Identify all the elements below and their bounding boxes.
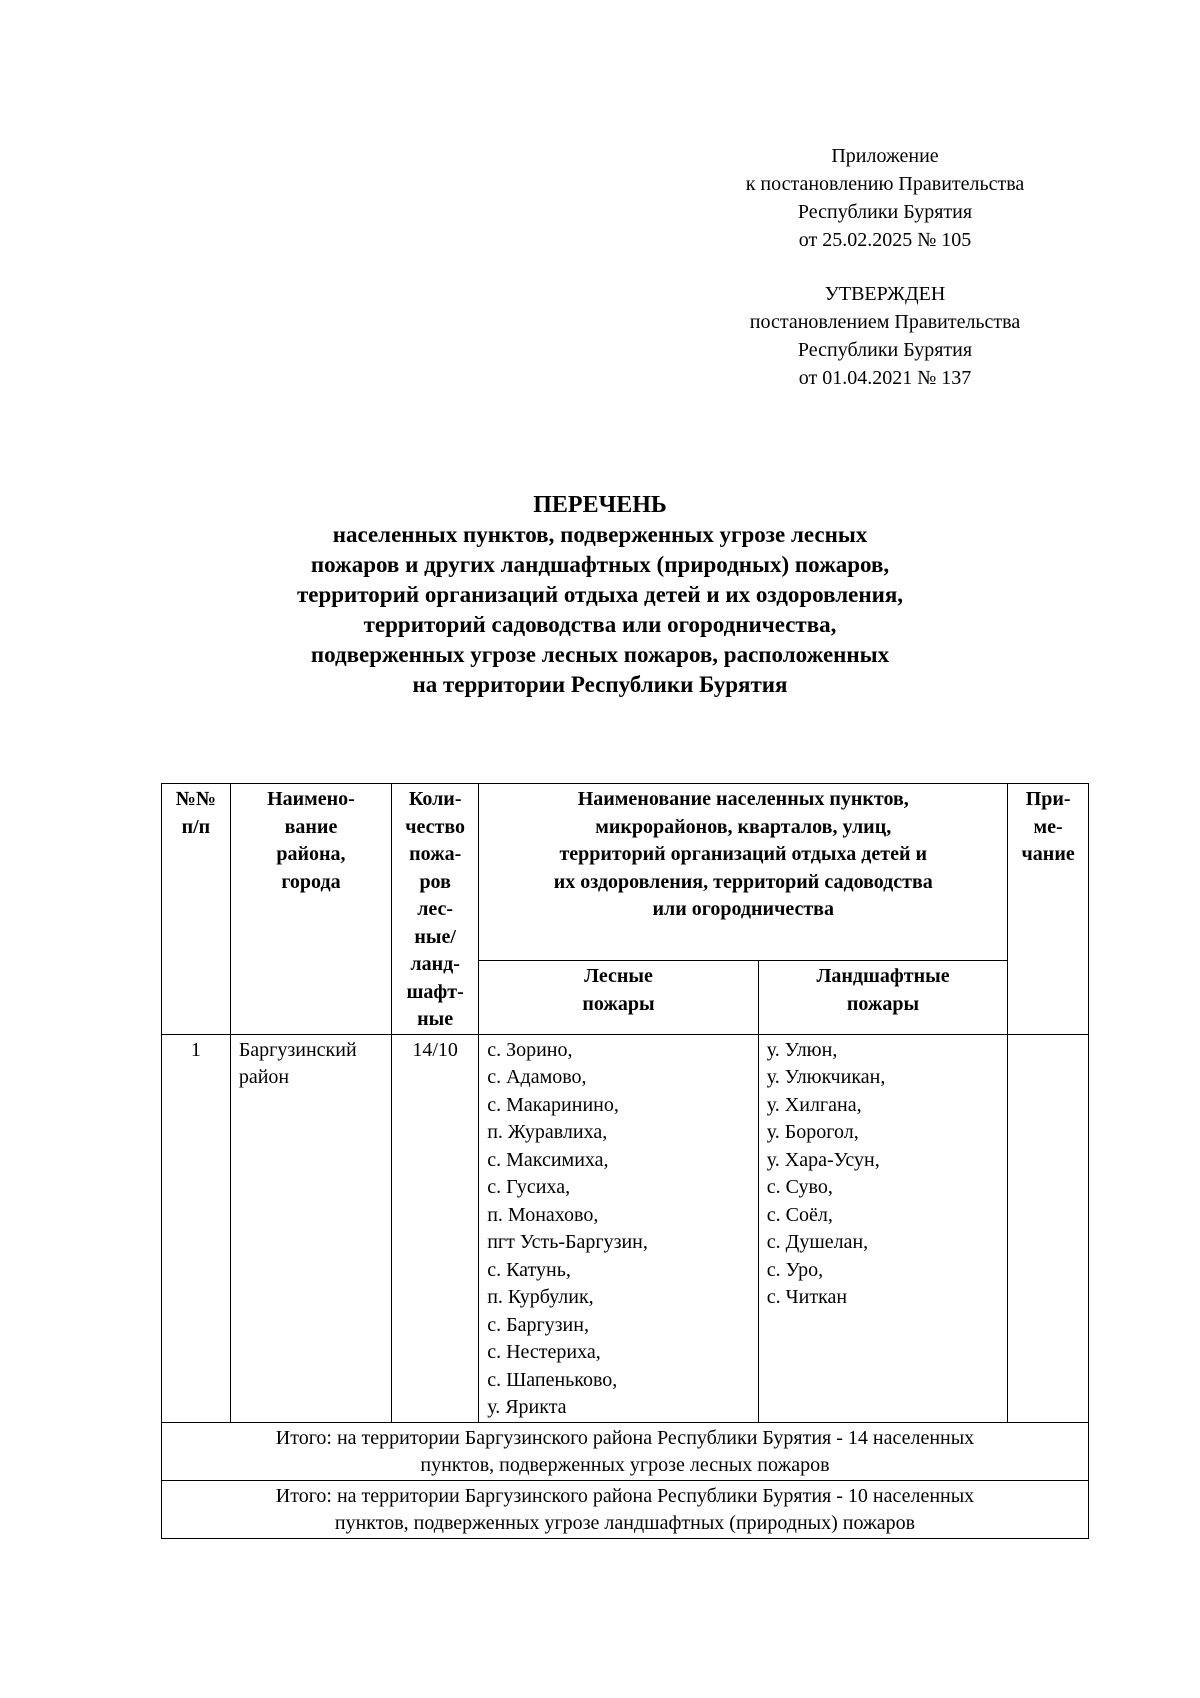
header-landscape: Ландшафтные пожары xyxy=(758,961,1007,1034)
list-item: с. Макаринино, xyxy=(487,1093,619,1116)
row-count: 14/10 xyxy=(392,1034,479,1422)
document-title xyxy=(180,490,1020,700)
appendix-line: к постановлению Правительства xyxy=(745,173,1025,195)
list-item: п. Журавлиха, xyxy=(487,1121,608,1143)
title-line: территорий организаций отдыха детей и их оздоровления, xyxy=(296,582,904,607)
list-item: с. Катунь, xyxy=(487,1258,571,1281)
header-names: Наименование населенных пунктов, микрорайонов, кварталов, улиц, территорий организаций отдыха детей и их оздоровления, территорий садоводства или огородничества xyxy=(479,784,1008,961)
header-count: Коли- чество пожа- ров лес- ные/ ланд- шафт- ные xyxy=(392,784,479,1035)
list-item: п. Курбулик, xyxy=(487,1286,594,1308)
list-item: с. Баргузин, xyxy=(487,1313,589,1336)
list-item: у. Улюкчикан, xyxy=(766,1066,886,1088)
title-line: подверженных угрозе лесных пожаров, расположенных xyxy=(310,642,890,667)
list-item: с. Зорино, xyxy=(487,1038,573,1061)
total-row-landscape: Итого: на территории Баргузинского района Республики Бурятия - 10 населенных пунктов, подверженных угрозе ландшафтных (природных) пожаров xyxy=(162,1480,1089,1538)
appendix-block xyxy=(700,142,1070,254)
table-row xyxy=(162,1034,1089,1422)
list-item: с. Уро, xyxy=(766,1258,824,1281)
appendix-date: от 25.02.2025 № 105 xyxy=(798,229,972,251)
list-item: у. Хилгана, xyxy=(766,1093,862,1116)
row-landscape-list xyxy=(758,1034,1007,1422)
header-num: №№ п/п xyxy=(162,784,231,1035)
list-item: с. Шапеньково, xyxy=(487,1368,618,1391)
list-item: у. Улюн, xyxy=(766,1038,838,1061)
list-item: с. Читкан xyxy=(766,1286,848,1308)
list-item: у. Ярикта xyxy=(487,1396,567,1418)
total-row-forest: Итого: на территории Баргузинского района Республики Бурятия - 14 населенных пунктов, подверженных угрозе лесных пожаров xyxy=(162,1422,1089,1480)
list-item: пгт Усть-Баргузин, xyxy=(487,1231,648,1253)
approved-line: постановлением Правительства xyxy=(749,311,1021,333)
approved-line: УТВЕРЖДЕН xyxy=(824,283,946,305)
list-item: п. Монахово, xyxy=(487,1203,599,1226)
header-note: При- ме- чание xyxy=(1008,784,1089,1035)
title-line: пожаров и других ландшафтных (природных) пожаров, xyxy=(310,552,890,577)
list-item: с. Гусиха, xyxy=(487,1176,571,1198)
list-item: с. Адамово, xyxy=(487,1066,587,1088)
title-line: на территории Республики Бурятия xyxy=(412,672,788,697)
approved-line: Республики Бурятия xyxy=(797,339,973,361)
appendix-line: Приложение xyxy=(831,145,939,167)
row-district: Баргузинский район xyxy=(230,1034,391,1422)
table-header-row xyxy=(162,784,1089,961)
list-item: с. Душелан, xyxy=(766,1231,869,1253)
row-note xyxy=(1008,1034,1089,1422)
header-district: Наимено- вание района, города xyxy=(230,784,391,1035)
title-main: ПЕРЕЧЕНЬ xyxy=(533,492,667,518)
list-item: с. Максимиха, xyxy=(487,1148,609,1171)
approved-date: от 01.04.2021 № 137 xyxy=(798,367,972,389)
approved-block xyxy=(700,280,1070,392)
row-forest-list xyxy=(479,1034,759,1422)
list-item: с. Суво, xyxy=(766,1176,833,1198)
title-line: территорий садоводства или огородничества, xyxy=(363,612,837,637)
list-item: с. Нестериха, xyxy=(487,1341,601,1363)
header-forest: Лесные пожары xyxy=(479,961,759,1034)
list-item: с. Соёл, xyxy=(766,1203,833,1226)
list-item: у. Хара-Усун, xyxy=(766,1148,880,1171)
list-item: у. Борогол, xyxy=(766,1121,859,1143)
settlements-table xyxy=(161,783,1089,1539)
row-num: 1 xyxy=(162,1034,231,1422)
appendix-line: Республики Бурятия xyxy=(797,201,973,223)
title-line: населенных пунктов, подверженных угрозе лесных xyxy=(332,522,868,547)
